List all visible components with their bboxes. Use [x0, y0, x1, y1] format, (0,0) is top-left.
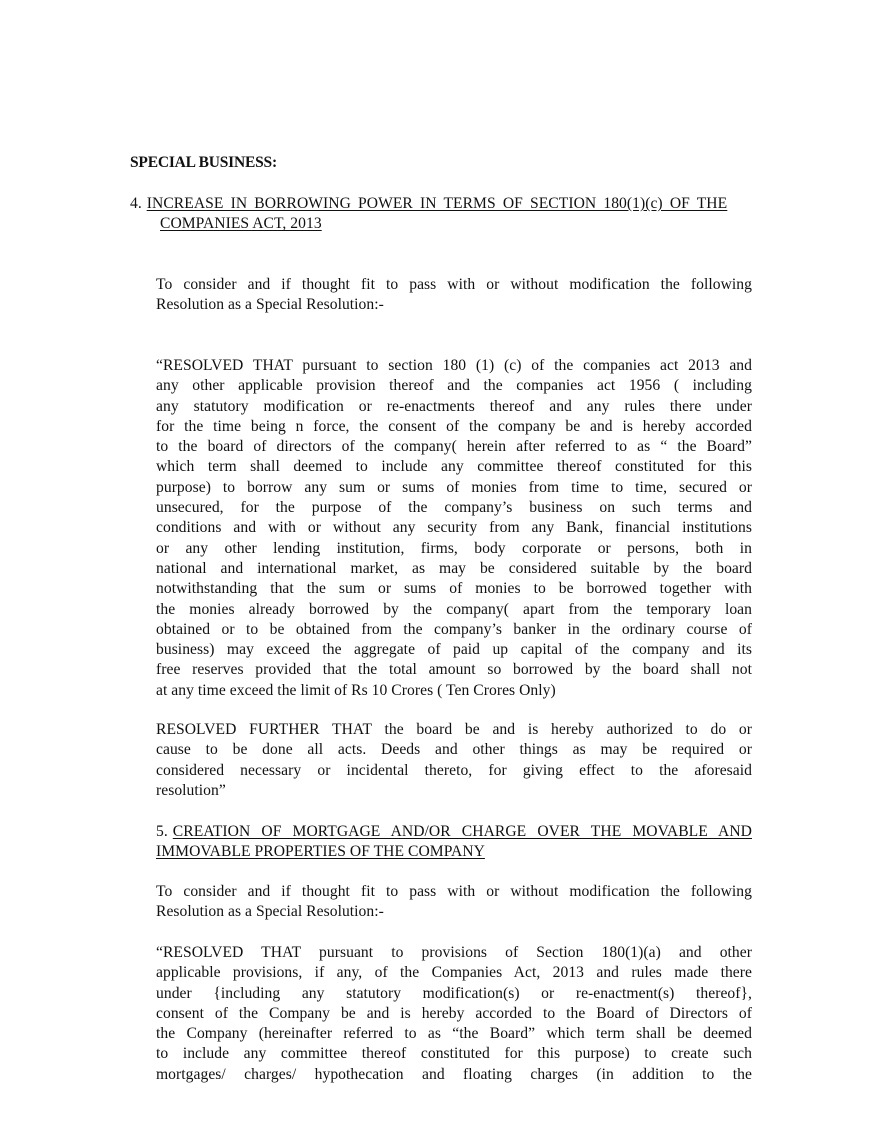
item-number: 5. [156, 823, 168, 840]
item-5-intro [156, 882, 752, 923]
item-5-title [156, 822, 752, 863]
text-line: purpose) to borrow any sum or sums of monies from time to time, secured or [156, 478, 752, 496]
text-line: To consider and if thought fit to pass with or without modification the following [156, 883, 752, 900]
text-line: considered necessary or incidental thereto, for giving effect to the aforesaid [156, 761, 752, 779]
section-heading: SPECIAL BUSINESS: [130, 154, 277, 171]
item-title-text: INCREASE IN BORROWING POWER IN TERMS OF SECTION 180(1)(c) OF THE [146, 195, 728, 212]
text-line: consent of the Company be and is hereby accorded to the Board of Directors of [156, 1004, 752, 1022]
item-4-title-row [130, 194, 752, 214]
text-line: “RESOLVED THAT pursuant to provisions of Section 180(1)(a) and other [156, 944, 752, 961]
text-line: national and international market, as may be considered suitable by the board [156, 559, 752, 577]
text-line: RESOLVED FURTHER THAT the board be and is hereby authorized to do or [156, 721, 752, 738]
text-line: notwithstanding that the sum or sums of monies to be borrowed together with [156, 580, 752, 598]
item-title-text: CREATION OF MORTGAGE AND/OR CHARGE OVER THE MOVABLE AND [172, 823, 752, 840]
text-line: the Company (hereinafter referred to as “the Board” which term shall be deemed [156, 1025, 752, 1043]
text-line: applicable provisions, if any, of the Companies Act, 2013 and rules made there [156, 964, 752, 982]
item-number: 4. [130, 195, 142, 212]
text-line: Resolution as a Special Resolution:- [156, 903, 384, 921]
text-line: resolution” [156, 781, 226, 799]
text-line: any other applicable provision thereof and the companies act 1956 ( including [156, 377, 752, 395]
item-4-resolution [156, 356, 752, 701]
text-line: at any time exceed the limit of Rs 10 Crores ( Ten Crores Only) [156, 681, 556, 699]
text-line: Resolution as a Special Resolution:- [156, 296, 384, 314]
item-title-text: IMMOVABLE PROPERTIES OF THE COMPANY [156, 843, 485, 861]
item-title-text: COMPANIES ACT, 2013 [160, 215, 322, 233]
text-line: for the time being n force, the consent of the company be and is hereby accorded [156, 417, 752, 435]
text-line: To consider and if thought fit to pass with or without modification the following [156, 276, 752, 293]
text-line: free reserves provided that the total amount so borrowed by the board shall not [156, 661, 752, 679]
text-line: business) may exceed the aggregate of paid up capital of the company and its [156, 641, 752, 659]
text-line: mortgages/ charges/ hypothecation and floating charges (in addition to the [156, 1065, 752, 1083]
item-4-resolved-further [156, 720, 752, 801]
text-line: conditions and with or without any security from any Bank, financial institutions [156, 519, 752, 537]
text-line: unsecured, for the purpose of the company’s business on such terms and [156, 499, 752, 517]
item-5-title-row [156, 822, 752, 842]
text-line: which term shall deemed to include any committee thereof constituted for this [156, 458, 752, 476]
text-line: or any other lending institution, firms, body corporate or persons, both in [156, 539, 752, 557]
text-line: any statutory modification or re-enactments thereof and any rules there under [156, 397, 752, 415]
item-4-title [130, 194, 752, 235]
item-4-title-row [130, 214, 752, 234]
item-5-title-row [156, 842, 752, 862]
item-title-line [147, 194, 752, 214]
item-4-intro [156, 275, 752, 316]
text-line: to the board of directors of the company( herein after referred to as “ the Board” [156, 438, 752, 456]
text-line: to include any committee thereof constituted for this purpose) to create such [156, 1045, 752, 1063]
text-line: cause to be done all acts. Deeds and other things as may be required or [156, 741, 752, 759]
text-line: “RESOLVED THAT pursuant to section 180 (1) (c) of the companies act 2013 and [156, 357, 752, 374]
item-5-resolution [156, 943, 752, 1085]
text-line: under {including any statutory modification(s) or re-enactment(s) thereof}, [156, 984, 752, 1002]
text-line: the monies already borrowed by the company( apart from the temporary loan [156, 600, 752, 618]
text-line: obtained or to be obtained from the company’s banker in the ordinary course of [156, 620, 752, 638]
